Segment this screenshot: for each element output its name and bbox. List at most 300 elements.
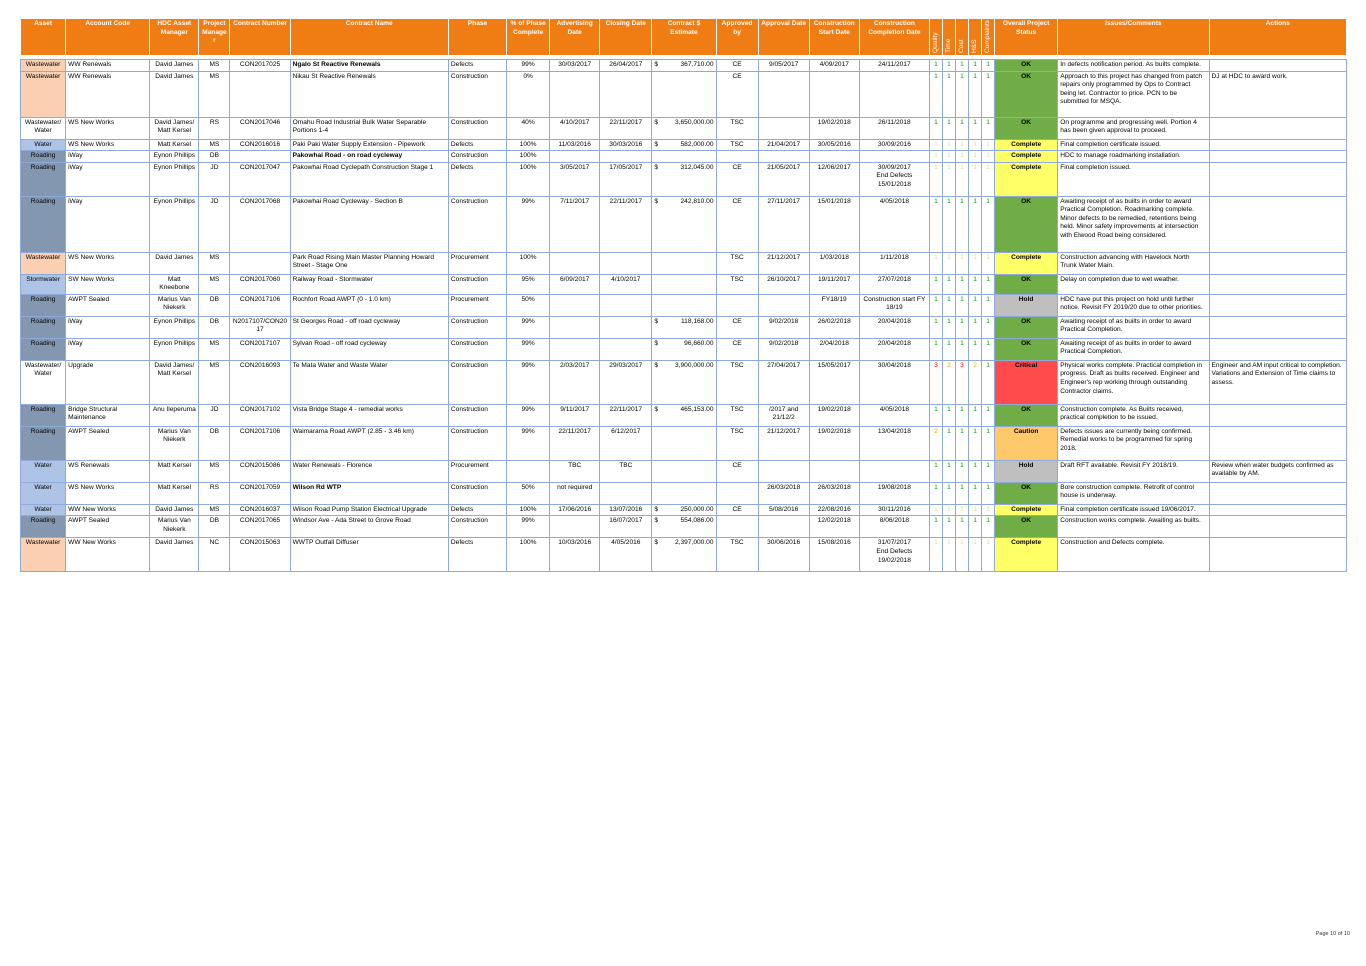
contract-number-cell — [230, 71, 290, 117]
overall-status-cell: Complete — [995, 139, 1058, 151]
hs-score-cell: 1 — [969, 516, 982, 538]
contract-number-cell — [230, 151, 290, 163]
asset-cell: Water — [21, 460, 66, 482]
construction-start-cell: 22/08/2016 — [809, 504, 859, 516]
construction-start-cell: 1/03/2018 — [809, 252, 859, 274]
quality-score-cell: 1 — [929, 294, 942, 316]
complaints-score-cell: 1 — [982, 139, 995, 151]
closing-date-cell: 22/11/2017 — [600, 196, 652, 252]
account-code-cell: WW New Works — [66, 538, 150, 572]
table-row — [21, 151, 1347, 163]
asset-manager-cell: Marius Van Niekerk — [150, 294, 199, 316]
currency-symbol: $ — [654, 317, 659, 325]
estimate-amount: 118,168.00 — [680, 317, 714, 325]
overall-status-cell: OK — [995, 482, 1058, 504]
actions-cell: Review when water budgets confirmed as available by AM. — [1209, 460, 1346, 482]
quality-score-cell: 1 — [929, 538, 942, 572]
issues-comments-cell: HDC have put this project on hold until further notice. Revisit FY 2019/20 due to other priorities. — [1058, 294, 1209, 316]
time-score-cell: 1 — [942, 151, 955, 163]
closing-date-cell — [600, 71, 652, 117]
header-construction-start: Construction Start Date — [809, 19, 859, 56]
quality-score-cell: 1 — [929, 252, 942, 274]
approval-date-cell: 9/05/2017 — [758, 60, 809, 72]
table-row — [21, 196, 1347, 252]
table-row — [21, 516, 1347, 538]
overall-status-cell: Complete — [995, 162, 1058, 196]
issues-comments-cell: Delay on completion due to wet weather. — [1058, 274, 1209, 294]
asset-cell: Water — [21, 139, 66, 151]
table-row — [21, 60, 1347, 72]
contract-estimate-cell — [652, 426, 716, 460]
actions-cell — [1209, 482, 1346, 504]
actions-cell — [1209, 294, 1346, 316]
project-manager-cell: JD — [199, 404, 230, 426]
time-score-cell: 1 — [942, 482, 955, 504]
quality-score-cell: 1 — [929, 504, 942, 516]
overall-status-cell: OK — [995, 71, 1058, 117]
construction-completion-cell — [859, 460, 929, 482]
closing-date-cell — [600, 252, 652, 274]
issues-comments-cell: Construction and Defects complete. — [1058, 538, 1209, 572]
table-row — [21, 294, 1347, 316]
table-row — [21, 426, 1347, 460]
contract-name-cell: Wilson Road Pump Station Electrical Upgrade — [290, 504, 448, 516]
contract-number-cell: CON2017060 — [230, 274, 290, 294]
currency-symbol: $ — [654, 361, 659, 369]
cost-score-cell: 1 — [956, 117, 969, 139]
approved-by-cell: CE — [716, 460, 758, 482]
asset-cell: Wastewater — [21, 252, 66, 274]
phase-cell: Construction — [448, 196, 506, 252]
overall-status-cell: OK — [995, 404, 1058, 426]
closing-date-cell: 26/04/2017 — [600, 60, 652, 72]
project-manager-cell: JD — [199, 196, 230, 252]
construction-completion-cell: 30/09/2016 — [859, 139, 929, 151]
contract-number-cell: CON2017065 — [230, 516, 290, 538]
estimate-amount: 554,086.00 — [680, 517, 714, 525]
contract-name-cell: WWTP Outfall Diffuser — [290, 538, 448, 572]
estimate-amount: 367,710.00 — [680, 61, 714, 68]
contract-number-cell: CON2017025 — [230, 60, 290, 72]
overall-status-cell: OK — [995, 196, 1058, 252]
contract-number-cell: CON2017046 — [230, 117, 290, 139]
overall-status-cell: Critical — [995, 360, 1058, 404]
approval-date-cell: 21/05/2017 — [758, 162, 809, 196]
approval-date-cell — [758, 151, 809, 163]
cost-score-cell: 1 — [956, 338, 969, 360]
closing-date-cell — [600, 316, 652, 338]
currency-symbol: $ — [654, 405, 659, 413]
hs-score-cell: 1 — [969, 316, 982, 338]
closing-date-cell: 4/10/2017 — [600, 274, 652, 294]
advertising-date-cell: 2/03/2017 — [550, 360, 600, 404]
hs-score-cell: 1 — [969, 338, 982, 360]
table-row — [21, 139, 1347, 151]
construction-completion-cell: 20/04/2018 — [859, 338, 929, 360]
project-manager-cell: RS — [199, 117, 230, 139]
issues-comments-cell: Awaiting receipt of as builts in order to award Practical Completion. Roadmarking complete. Minor defects to be remedied, retentions being held. Minor safety improvements at intersection with Elwood Road being considered. — [1058, 196, 1209, 252]
approved-by-cell: TSC — [716, 252, 758, 274]
cost-score-cell: 1 — [956, 538, 969, 572]
advertising-date-cell: 9/11/2017 — [550, 404, 600, 426]
header-row — [21, 19, 1347, 56]
header-quality: Quality — [929, 19, 942, 56]
currency-symbol: $ — [654, 505, 659, 513]
contract-estimate-cell — [652, 538, 716, 572]
contract-name-cell: Sylvan Road - off road cycleway — [290, 338, 448, 360]
asset-manager-cell: David James — [150, 252, 199, 274]
actions-cell — [1209, 60, 1346, 72]
contract-number-cell: CON2016093 — [230, 360, 290, 404]
construction-start-cell: 15/08/2016 — [809, 538, 859, 572]
table-body — [21, 60, 1347, 572]
contract-name-cell: Windsor Ave - Ada Street to Grove Road — [290, 516, 448, 538]
contract-estimate-cell — [652, 117, 716, 139]
construction-completion-cell: 30/11/2016 — [859, 504, 929, 516]
contract-name-cell: Wilson Rd WTP — [290, 482, 448, 504]
quality-score-cell: 1 — [929, 516, 942, 538]
hs-score-cell: 1 — [969, 274, 982, 294]
advertising-date-cell — [550, 516, 600, 538]
approval-date-cell: 21/12/2017 — [758, 252, 809, 274]
overall-status-cell: Complete — [995, 252, 1058, 274]
cost-score-cell: 1 — [956, 60, 969, 72]
contract-number-cell: CON2015086 — [230, 460, 290, 482]
account-code-cell: AWPT Sealed — [66, 294, 150, 316]
hs-score-cell: 1 — [969, 117, 982, 139]
actions-cell: Engineer and AM input critical to completion. Variations and Extension of Time claims to assess. — [1209, 360, 1346, 404]
account-code-cell: iWay — [66, 151, 150, 163]
construction-completion-cell: 1/11/2018 — [859, 252, 929, 274]
approved-by-cell: CE — [716, 196, 758, 252]
complaints-score-cell: 1 — [982, 162, 995, 196]
contract-number-cell: CON2015063 — [230, 538, 290, 572]
table-row — [21, 404, 1347, 426]
time-score-cell: 1 — [942, 426, 955, 460]
closing-date-cell — [600, 294, 652, 316]
time-score-cell: 1 — [942, 117, 955, 139]
construction-completion-cell: 8/06/2018 — [859, 516, 929, 538]
closing-date-cell — [600, 482, 652, 504]
construction-start-cell: FY18/19 — [809, 294, 859, 316]
advertising-date-cell: 11/03/2016 — [550, 139, 600, 151]
contract-number-cell: N2017107/CON2017 — [230, 316, 290, 338]
project-manager-cell: RS — [199, 482, 230, 504]
closing-date-cell: 16/07/2017 — [600, 516, 652, 538]
asset-manager-cell: David James — [150, 71, 199, 117]
hs-score-cell: 1 — [969, 538, 982, 572]
issues-comments-cell: Bore construction complete. Retrofit of control house is underway. — [1058, 482, 1209, 504]
contract-estimate-cell — [652, 460, 716, 482]
phase-cell: Construction — [448, 404, 506, 426]
asset-cell: Roading — [21, 404, 66, 426]
account-code-cell: SW New Works — [66, 274, 150, 294]
cost-score-cell: 1 — [956, 139, 969, 151]
complaints-score-cell: 1 — [982, 274, 995, 294]
header-issues-comments: Issues/Comments — [1058, 19, 1209, 56]
approved-by-cell: TSC — [716, 426, 758, 460]
quality-score-cell: 1 — [929, 60, 942, 72]
construction-start-cell: 26/02/2018 — [809, 316, 859, 338]
asset-manager-cell: Marius Van Niekerk — [150, 516, 199, 538]
actions-cell — [1209, 316, 1346, 338]
phase-cell: Construction — [448, 516, 506, 538]
table-row — [21, 538, 1347, 572]
quality-score-cell: 1 — [929, 139, 942, 151]
quality-score-cell: 1 — [929, 196, 942, 252]
cost-score-cell: 1 — [956, 71, 969, 117]
asset-cell: Roading — [21, 516, 66, 538]
advertising-date-cell: 4/10/2017 — [550, 117, 600, 139]
complaints-score-cell: 1 — [982, 316, 995, 338]
cost-score-cell: 1 — [956, 482, 969, 504]
approval-date-cell — [758, 294, 809, 316]
account-code-cell: WW Renewals — [66, 60, 150, 72]
table-row — [21, 274, 1347, 294]
account-code-cell: WS Renewals — [66, 460, 150, 482]
contract-name-cell: Waimarama Road AWPT (2.85 - 3.46 km) — [290, 426, 448, 460]
table-row — [21, 162, 1347, 196]
project-manager-cell: MS — [199, 60, 230, 72]
pct-complete-cell: 100% — [507, 504, 550, 516]
complaints-score-cell: 1 — [982, 117, 995, 139]
approved-by-cell: TSC — [716, 538, 758, 572]
header-account-code: Account Code — [66, 19, 150, 56]
time-score-cell: 1 — [942, 504, 955, 516]
closing-date-cell: 4/05/2016 — [600, 538, 652, 572]
contract-name-cell: Rochfort Road AWPT (0 - 1.0 km) — [290, 294, 448, 316]
phase-cell: Procurement — [448, 294, 506, 316]
construction-completion-cell: 26/11/2018 — [859, 117, 929, 139]
header-actions: Actions — [1209, 19, 1346, 56]
approved-by-cell: TSC — [716, 360, 758, 404]
time-score-cell: 1 — [942, 538, 955, 572]
time-score-cell: 1 — [942, 162, 955, 196]
time-score-cell: 1 — [942, 316, 955, 338]
hs-score-cell: 1 — [969, 196, 982, 252]
asset-manager-cell: Matt Kneebone — [150, 274, 199, 294]
contract-estimate-cell — [652, 139, 716, 151]
quality-score-cell: 3 — [929, 360, 942, 404]
cost-score-cell: 1 — [956, 516, 969, 538]
phase-cell: Defects — [448, 60, 506, 72]
asset-manager-cell: David James/ Matt Kersel — [150, 360, 199, 404]
contract-estimate-cell — [652, 404, 716, 426]
contract-name-cell: Park Road Rising Main Master Planning Howard Street - Stage One — [290, 252, 448, 274]
cost-score-cell: 1 — [956, 426, 969, 460]
complaints-score-cell: 1 — [982, 360, 995, 404]
asset-cell: Water — [21, 482, 66, 504]
currency-symbol: $ — [654, 517, 659, 525]
contract-name-cell: Water Renewals - Florence — [290, 460, 448, 482]
hs-score-cell: 1 — [969, 460, 982, 482]
issues-comments-cell: Defects issues are currently being confirmed. Remedial works to be programmed for spring 2018. — [1058, 426, 1209, 460]
complaints-score-cell: 1 — [982, 426, 995, 460]
estimate-amount: 312,045.00 — [680, 163, 714, 171]
advertising-date-cell — [550, 294, 600, 316]
contract-estimate-cell — [652, 294, 716, 316]
advertising-date-cell — [550, 338, 600, 360]
overall-status-cell: OK — [995, 338, 1058, 360]
advertising-date-cell — [550, 151, 600, 163]
table-row — [21, 338, 1347, 360]
currency-symbol: $ — [654, 118, 659, 126]
quality-score-cell: 1 — [929, 162, 942, 196]
pct-complete-cell: 100% — [507, 139, 550, 151]
hs-score-cell: 1 — [969, 426, 982, 460]
estimate-amount: 582,000.00 — [680, 140, 714, 148]
header-time: Time — [942, 19, 955, 56]
asset-manager-cell: David James/ Matt Kersel — [150, 117, 199, 139]
construction-completion-cell: 20/04/2018 — [859, 316, 929, 338]
header-closing-date: Closing Date — [600, 19, 652, 56]
asset-manager-cell: David James — [150, 60, 199, 72]
asset-manager-cell: Eynon Phillips — [150, 151, 199, 163]
approved-by-cell: CE — [716, 316, 758, 338]
asset-cell: Roading — [21, 338, 66, 360]
complaints-score-cell: 1 — [982, 71, 995, 117]
cost-score-cell: 1 — [956, 151, 969, 163]
construction-start-cell — [809, 71, 859, 117]
asset-cell: Wastewater/ Water — [21, 360, 66, 404]
table-row — [21, 482, 1347, 504]
pct-complete-cell: 99% — [507, 404, 550, 426]
account-code-cell: iWay — [66, 196, 150, 252]
overall-status-cell: OK — [995, 274, 1058, 294]
issues-comments-cell: Construction advancing with Havelock North Trunk Water Main. — [1058, 252, 1209, 274]
header-overall-status: Overall Project Status — [995, 19, 1058, 56]
advertising-date-cell: 22/11/2017 — [550, 426, 600, 460]
issues-comments-cell: Final completion certificate issued 19/06/2017. — [1058, 504, 1209, 516]
estimate-amount: 96,660.00 — [684, 339, 714, 347]
approved-by-cell — [716, 516, 758, 538]
issues-comments-cell: HDC to manage roadmarking installation. — [1058, 151, 1209, 163]
construction-completion-cell: 30/09/2017 End Defects 15/01/2018 — [859, 162, 929, 196]
account-code-cell: WW Renewals — [66, 71, 150, 117]
header-complaints: Complaints — [982, 19, 995, 56]
asset-cell: Water — [21, 504, 66, 516]
hs-score-cell: 1 — [969, 60, 982, 72]
approved-by-cell: TSC — [716, 404, 758, 426]
contract-name-cell: Omahu Road Industrial Bulk Water Separable Portions 1-4 — [290, 117, 448, 139]
asset-cell: Wastewater — [21, 71, 66, 117]
overall-status-cell: OK — [995, 316, 1058, 338]
currency-symbol: $ — [654, 140, 659, 148]
header-phase: Phase — [448, 19, 506, 56]
construction-start-cell: 15/01/2018 — [809, 196, 859, 252]
approved-by-cell: TSC — [716, 139, 758, 151]
header-approval-date: Approval Date — [758, 19, 809, 56]
phase-cell: Construction — [448, 360, 506, 404]
phase-cell: Defects — [448, 162, 506, 196]
approval-date-cell: 21/12/2017 — [758, 426, 809, 460]
construction-start-cell: 4/09/2017 — [809, 60, 859, 72]
project-manager-cell: DB — [199, 516, 230, 538]
issues-comments-cell: Approach to this project has changed from patch repairs only programmed by Ops to Contract being let. Contractor to price. PCN to be submitted for MSQA. — [1058, 71, 1209, 117]
pct-complete-cell: 100% — [507, 162, 550, 196]
pct-complete-cell: 99% — [507, 60, 550, 72]
complaints-score-cell: 1 — [982, 252, 995, 274]
overall-status-cell: Complete — [995, 151, 1058, 163]
approved-by-cell: TSC — [716, 117, 758, 139]
actions-cell — [1209, 426, 1346, 460]
account-code-cell: AWPT Sealed — [66, 426, 150, 460]
contract-name-cell: Pakowhai Road - on road cycleway — [290, 151, 448, 163]
contract-name-cell: Ngalo St Reactive Renewals — [290, 60, 448, 72]
account-code-cell: WS New Works — [66, 482, 150, 504]
advertising-date-cell: 7/11/2017 — [550, 196, 600, 252]
approval-date-cell: 26/03/2018 — [758, 482, 809, 504]
project-manager-cell: MS — [199, 139, 230, 151]
account-code-cell: Upgrade — [66, 360, 150, 404]
construction-start-cell: 19/02/2018 — [809, 404, 859, 426]
phase-cell: Defects — [448, 139, 506, 151]
asset-cell: Roading — [21, 151, 66, 163]
hs-score-cell: 2 — [969, 360, 982, 404]
complaints-score-cell: 1 — [982, 516, 995, 538]
asset-manager-cell: Matt Kersel — [150, 482, 199, 504]
header-project-manager: Project Manager — [199, 19, 230, 56]
asset-manager-cell: Eynon Phillips — [150, 196, 199, 252]
contract-number-cell: CON2017106 — [230, 294, 290, 316]
approval-date-cell — [758, 460, 809, 482]
complaints-score-cell: 1 — [982, 404, 995, 426]
closing-date-cell: 22/11/2017 — [600, 404, 652, 426]
issues-comments-cell: Draft RFT available. Revisit FY 2018/19. — [1058, 460, 1209, 482]
approved-by-cell: CE — [716, 162, 758, 196]
account-code-cell: Bridge Structural Maintenance — [66, 404, 150, 426]
contract-number-cell: CON2017059 — [230, 482, 290, 504]
complaints-score-cell: 1 — [982, 538, 995, 572]
actions-cell: DJ at HDC to award work. — [1209, 71, 1346, 117]
header-asset-manager: HDC Asset Manager — [150, 19, 199, 56]
approval-date-cell: 9/02/2018 — [758, 316, 809, 338]
pct-complete-cell: 100% — [507, 252, 550, 274]
actions-cell — [1209, 538, 1346, 572]
currency-symbol: $ — [654, 339, 659, 347]
construction-start-cell — [809, 151, 859, 163]
asset-cell: Wastewater/ Water — [21, 117, 66, 139]
estimate-amount: 250,000.00 — [680, 505, 714, 513]
contract-number-cell: CON2017047 — [230, 162, 290, 196]
hs-score-cell: 1 — [969, 482, 982, 504]
phase-cell: Construction — [448, 71, 506, 117]
overall-status-cell: OK — [995, 516, 1058, 538]
overall-status-cell: Hold — [995, 294, 1058, 316]
cost-score-cell: 3 — [956, 360, 969, 404]
contract-name-cell: Pakowhai Road Cyclepath Construction Stage 1 — [290, 162, 448, 196]
account-code-cell: WS New Works — [66, 139, 150, 151]
complaints-score-cell: 1 — [982, 504, 995, 516]
quality-score-cell: 1 — [929, 151, 942, 163]
pct-complete-cell: 99% — [507, 516, 550, 538]
approved-by-cell: TSC — [716, 274, 758, 294]
asset-manager-cell: David James — [150, 504, 199, 516]
issues-comments-cell: Physical works complete. Practical completion in progress. Draft as builts received. Engineer and Engineer's rep working through outstanding Contractor claims. — [1058, 360, 1209, 404]
phase-cell: Construction — [448, 426, 506, 460]
construction-start-cell: 30/05/2016 — [809, 139, 859, 151]
pct-complete-cell: 95% — [507, 274, 550, 294]
cost-score-cell: 1 — [956, 274, 969, 294]
closing-date-cell: TBC — [600, 460, 652, 482]
actions-cell — [1209, 504, 1346, 516]
asset-cell: Roading — [21, 196, 66, 252]
cost-score-cell: 1 — [956, 404, 969, 426]
time-score-cell: 2 — [942, 360, 955, 404]
account-code-cell: WW New Works — [66, 504, 150, 516]
advertising-date-cell — [550, 252, 600, 274]
closing-date-cell — [600, 338, 652, 360]
